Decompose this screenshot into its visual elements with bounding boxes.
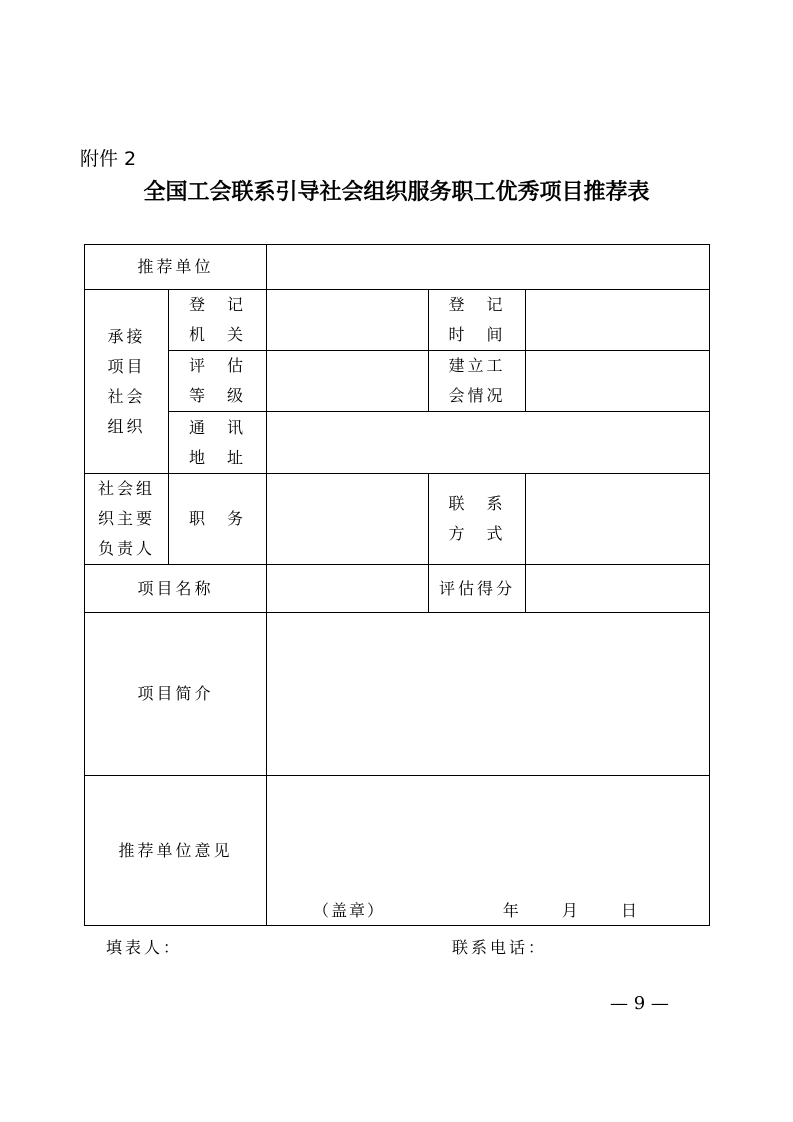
union-status-label: 建立工 会情况 — [429, 351, 526, 412]
date-labels — [469, 899, 639, 923]
unit-opinion-label: 推荐单位意见 — [85, 776, 267, 926]
page-title: 全国工会联系引导社会组织服务职工优秀项目推荐表 — [143, 180, 650, 205]
attachment-label: 附件 2 — [80, 148, 137, 170]
eval-score-label: 评估得分 — [429, 565, 526, 613]
month-label: 月 — [561, 901, 580, 920]
position-value[interactable] — [267, 474, 429, 565]
address-label: 通 讯 地 址 — [169, 412, 267, 474]
page-number: — 9 — — [610, 993, 669, 1014]
eval-level-label: 评 估 等 级 — [169, 351, 267, 412]
union-status-value[interactable] — [526, 351, 710, 412]
reg-authority-value[interactable] — [267, 290, 429, 351]
project-intro-label: 项目简介 — [85, 613, 267, 776]
reg-time-value[interactable] — [526, 290, 710, 351]
contact-label: 联 系 方 式 — [429, 474, 526, 565]
org-group-label: 承接 项目 社会 组织 — [85, 290, 169, 474]
recommendation-form-table — [84, 244, 710, 926]
eval-level-value[interactable] — [267, 351, 429, 412]
year-label: 年 — [502, 901, 521, 920]
filler-label: 填表人： — [106, 938, 183, 957]
eval-score-value[interactable] — [526, 565, 710, 613]
unit-opinion-value[interactable] — [267, 776, 710, 926]
reg-authority-label: 登 记 机 关 — [169, 290, 267, 351]
contact-phone-label: 联系电话： — [452, 938, 548, 957]
project-name-value[interactable] — [267, 565, 429, 613]
seal-label: （盖章） — [313, 901, 386, 920]
contact-value[interactable] — [526, 474, 710, 565]
leader-label: 社会组 织主要 负责人 — [85, 474, 169, 565]
position-label: 职 务 — [169, 474, 267, 565]
project-intro-value[interactable] — [267, 613, 710, 776]
day-label: 日 — [621, 901, 640, 920]
project-name-label: 项目名称 — [85, 565, 267, 613]
recommend-unit-label: 推荐单位 — [85, 245, 267, 290]
recommend-unit-value[interactable] — [267, 245, 710, 290]
address-value[interactable] — [267, 412, 710, 474]
reg-time-label: 登 记 时 间 — [429, 290, 526, 351]
